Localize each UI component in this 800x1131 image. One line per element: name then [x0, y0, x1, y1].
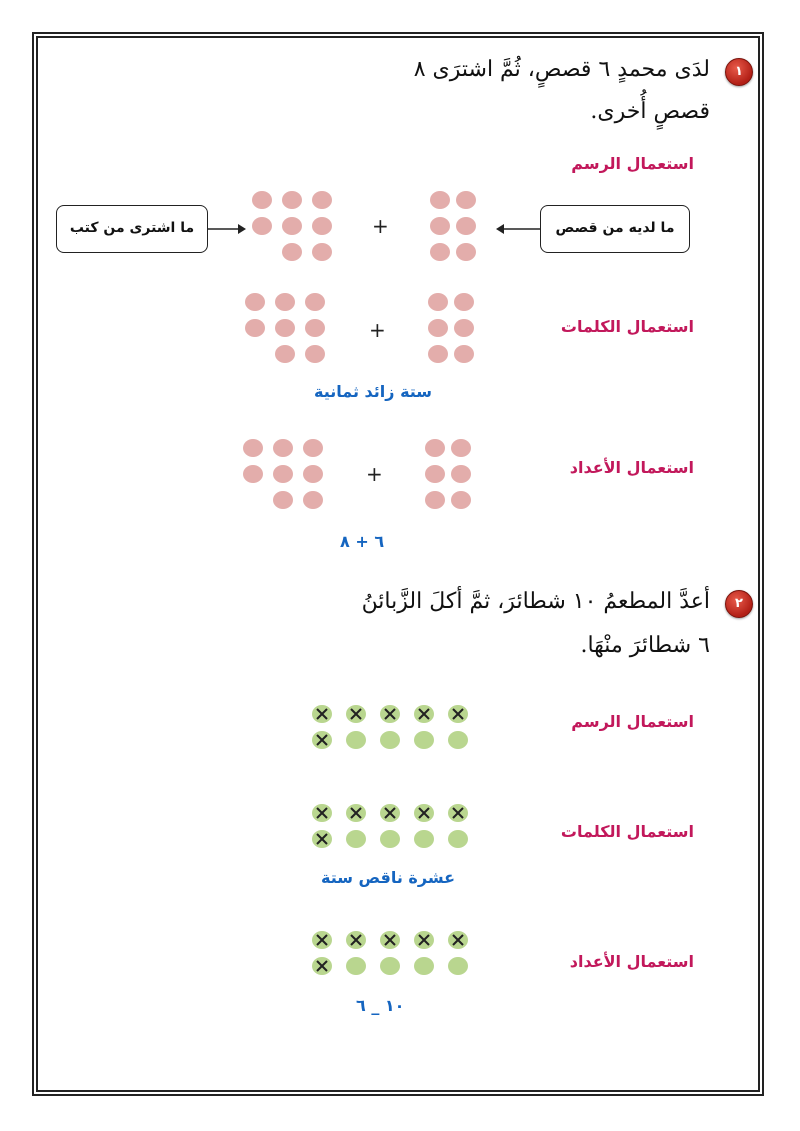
crossed-sandwich-dot [380, 804, 400, 822]
problem-1-numbers-answer: ٦ + ٨ [340, 532, 385, 551]
story-dot [282, 243, 302, 261]
crossed-sandwich-dot [448, 931, 468, 949]
crossed-sandwich-dot [312, 957, 332, 975]
problem-2-numbers-label: استعمال الأعداد [569, 952, 694, 971]
story-dot [454, 345, 474, 363]
story-dot [245, 319, 265, 337]
story-dot [282, 191, 302, 209]
story-dot [428, 345, 448, 363]
crossed-sandwich-dot [414, 705, 434, 723]
story-dot [275, 345, 295, 363]
problem-2-text-line-2: ٦ شطائرَ منْهَا. [580, 633, 710, 658]
sandwich-dot [448, 957, 468, 975]
story-dot [245, 293, 265, 311]
story-dot [451, 491, 471, 509]
crossed-sandwich-dot [448, 804, 468, 822]
sandwich-dot [346, 830, 366, 848]
story-dot [305, 293, 325, 311]
story-dot [275, 319, 295, 337]
story-dot [312, 191, 332, 209]
have-arrow [496, 222, 540, 236]
story-dot [454, 319, 474, 337]
crossed-sandwich-dot [380, 705, 400, 723]
sandwich-dot [414, 731, 434, 749]
story-dot [275, 293, 295, 311]
problem-2-words-label: استعمال الكلمات [560, 822, 694, 841]
problem-1-words-answer: ستة زائد ثمانية [314, 382, 433, 401]
story-dot [303, 465, 323, 483]
crossed-sandwich-dot [346, 931, 366, 949]
sandwich-dot [380, 731, 400, 749]
crossed-sandwich-dot [312, 731, 332, 749]
crossed-sandwich-dot [312, 705, 332, 723]
problem-1-text-line-1: لدَى محمدٍ ٦ قصصٍ، ثُمَّ اشترَى ٨ [413, 57, 710, 82]
sandwich-dot [448, 830, 468, 848]
story-dot [312, 217, 332, 235]
problem-2-text-line-1: أعدَّ المطعمُ ١٠ شطائرَ، ثمَّ أكلَ الزَّبائنُ [361, 589, 710, 614]
story-dot [243, 465, 263, 483]
story-dot [430, 191, 450, 209]
problem-2-words-answer: عشرة ناقص ستة [321, 868, 456, 887]
story-dot [252, 191, 272, 209]
story-dot [451, 439, 471, 457]
crossed-sandwich-dot [312, 804, 332, 822]
problem-1-number-badge: ١ [725, 58, 753, 86]
story-dot [425, 491, 445, 509]
story-dot [243, 439, 263, 457]
sandwich-dot [380, 957, 400, 975]
story-dot [305, 345, 325, 363]
crossed-sandwich-dot [414, 804, 434, 822]
sandwich-dot [380, 830, 400, 848]
problem-2-number-badge: ٢ [725, 590, 753, 618]
crossed-sandwich-dot [312, 830, 332, 848]
plus-sign: + [369, 318, 386, 342]
problem-1-numbers-label: استعمال الأعداد [569, 458, 694, 477]
crossed-sandwich-dot [448, 705, 468, 723]
crossed-sandwich-dot [380, 931, 400, 949]
sandwich-dot [346, 731, 366, 749]
story-dot [273, 439, 293, 457]
story-dot [456, 217, 476, 235]
problem-2-drawing-label: استعمال الرسم [571, 712, 694, 731]
story-dot [430, 217, 450, 235]
story-dot [312, 243, 332, 261]
sandwich-dot [414, 830, 434, 848]
problem-1-words-label: استعمال الكلمات [560, 317, 694, 336]
bought-arrow [208, 222, 248, 236]
story-dot [305, 319, 325, 337]
plus-sign: + [372, 214, 389, 238]
story-dot [456, 243, 476, 261]
crossed-sandwich-dot [312, 931, 332, 949]
story-dot [456, 191, 476, 209]
sandwich-dot [414, 957, 434, 975]
story-dot [451, 465, 471, 483]
story-dot [273, 491, 293, 509]
problem-1-text-line-2: قصصٍ أُخرى. [590, 99, 710, 124]
have-stories-callout: ما لديه من قصص [540, 205, 690, 253]
problem-1-drawing-label: استعمال الرسم [571, 154, 694, 173]
problem-2-numbers-answer: ١٠ _ ٦ [356, 996, 405, 1015]
plus-sign: + [366, 462, 383, 486]
sandwich-dot [346, 957, 366, 975]
story-dot [273, 465, 293, 483]
story-dot [282, 217, 302, 235]
story-dot [425, 465, 445, 483]
story-dot [252, 217, 272, 235]
story-dot [454, 293, 474, 311]
bought-books-callout: ما اشترى من كتب [56, 205, 208, 253]
story-dot [428, 293, 448, 311]
sandwich-dot [448, 731, 468, 749]
story-dot [425, 439, 445, 457]
crossed-sandwich-dot [346, 705, 366, 723]
crossed-sandwich-dot [346, 804, 366, 822]
story-dot [428, 319, 448, 337]
story-dot [430, 243, 450, 261]
story-dot [303, 439, 323, 457]
story-dot [303, 491, 323, 509]
crossed-sandwich-dot [414, 931, 434, 949]
